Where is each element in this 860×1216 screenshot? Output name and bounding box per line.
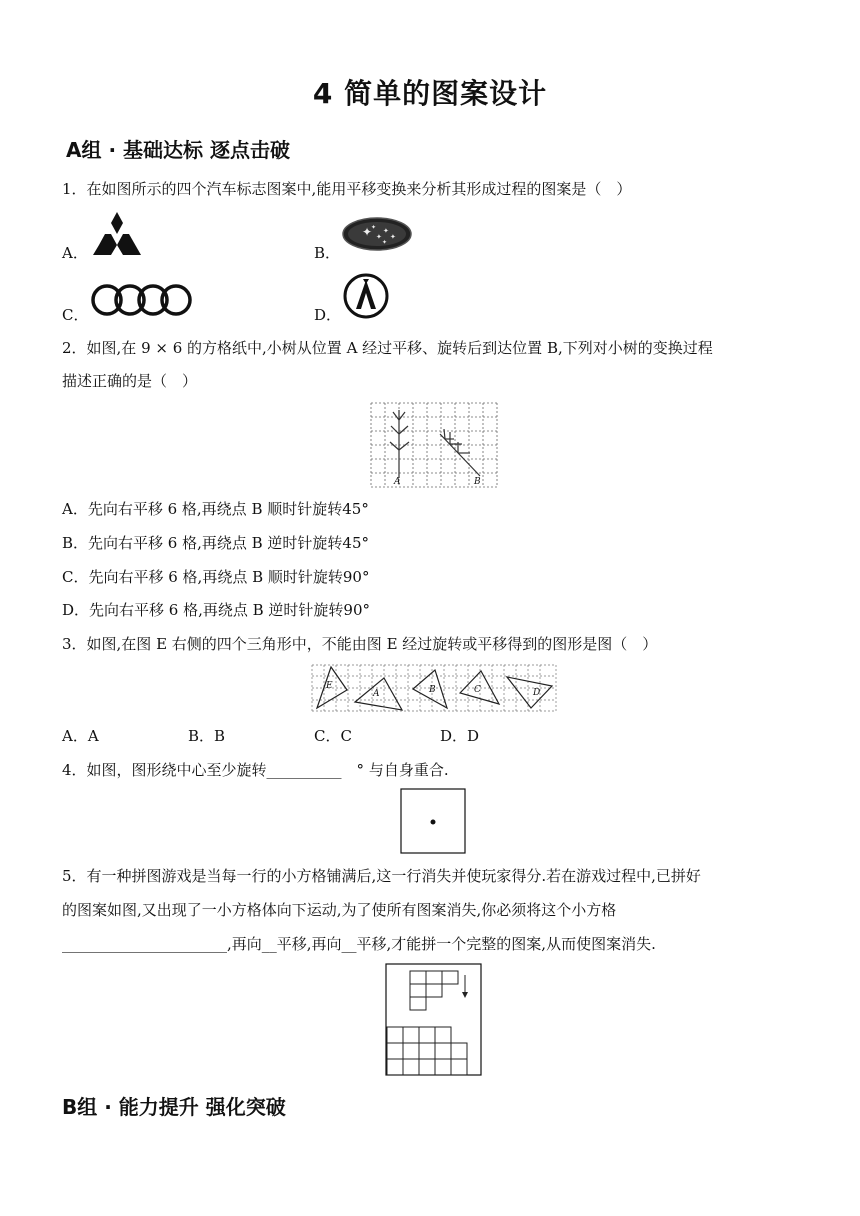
- subaru-logo-icon: [342, 217, 412, 251]
- q3-label-b: B: [429, 685, 436, 695]
- q5-puzzle-figure: [385, 963, 483, 1077]
- svg-text:✦: ✦: [383, 227, 389, 235]
- q3-label-a: A: [373, 689, 380, 699]
- q3-option-b: B．B: [188, 727, 226, 745]
- q1-option-b-label: B．: [314, 244, 341, 262]
- q1-option-d-label: D．: [314, 306, 342, 324]
- svg-text:✦: ✦: [390, 233, 396, 241]
- audi-rings-logo-icon: [90, 282, 194, 318]
- question-2-line1: 2．如图,在 9 × 6 的方格纸中,小树从位置 A 经过平移、旋转后到达位置 B,下列对小树的变换过程: [62, 339, 713, 357]
- q3-label-e: E: [326, 681, 333, 691]
- q3-label-c: C: [474, 685, 481, 695]
- q2-label-b: B: [474, 477, 481, 487]
- q3-option-d: D．D: [440, 727, 480, 745]
- mitsubishi-logo-icon: [92, 210, 142, 256]
- question-5-line1: 5．有一种拼图游戏是当每一行的小方格铺满后,这一行消失并使玩家得分.若在游戏过程中,已拼好: [62, 867, 701, 885]
- question-1-text: 1．在如图所示的四个汽车标志图案中,能用平移变换来分析其形成过程的图案是（ ）: [62, 180, 632, 198]
- q2-option-c: C．先向右平移 6 格,再绕点 B 顺时针旋转90°: [62, 568, 370, 586]
- q3-triangles-figure: [311, 664, 557, 712]
- acura-logo-icon: [342, 273, 390, 319]
- question-5-line2: 的图案如图,又出现了一小方格体向下运动,为了使所有图案消失,你必须将这个小方格: [62, 901, 617, 919]
- q2-label-a: A: [394, 477, 401, 487]
- q3-label-d: D: [533, 688, 541, 698]
- section-a-heading: A组 · 基础达标 逐点击破: [66, 138, 290, 162]
- svg-text:✦: ✦: [362, 225, 373, 239]
- svg-text:✦: ✦: [376, 233, 382, 241]
- q3-option-c: C．C: [314, 727, 352, 745]
- q4-square-figure: [400, 788, 468, 856]
- q2-option-b: B．先向右平移 6 格,再绕点 B 逆时针旋转45°: [62, 534, 370, 552]
- q1-option-c-label: C．: [62, 306, 89, 324]
- svg-text:✦: ✦: [371, 224, 377, 231]
- q2-option-d: D．先向右平移 6 格,再绕点 B 逆时针旋转90°: [62, 601, 371, 619]
- q2-option-a: A．先向右平移 6 格,再绕点 B 顺时针旋转45°: [62, 500, 369, 518]
- question-3-text: 3．如图,在图 E 右侧的四个三角形中，不能由图 E 经过旋转或平移得到的图形是图（ ）: [62, 635, 658, 653]
- svg-text:✦: ✦: [382, 239, 388, 246]
- question-2-line2: 描述正确的是（ ）: [62, 372, 198, 390]
- q3-option-a: A．A: [62, 727, 99, 745]
- q2-grid-figure: [370, 402, 498, 488]
- question-4-text: 4．如图，图形绕中心至少旋转__________ ° 与自身重合.: [62, 761, 449, 779]
- page-title: 4 简单的图案设计: [312, 77, 548, 110]
- q1-option-a-label: A．: [62, 244, 88, 262]
- question-5-line3: ______________________,再向__平移,再向__平移,才能拼一个完整的图案,从而使图案消失.: [62, 935, 656, 953]
- section-b-heading: B组 · 能力提升 强化突破: [62, 1095, 286, 1119]
